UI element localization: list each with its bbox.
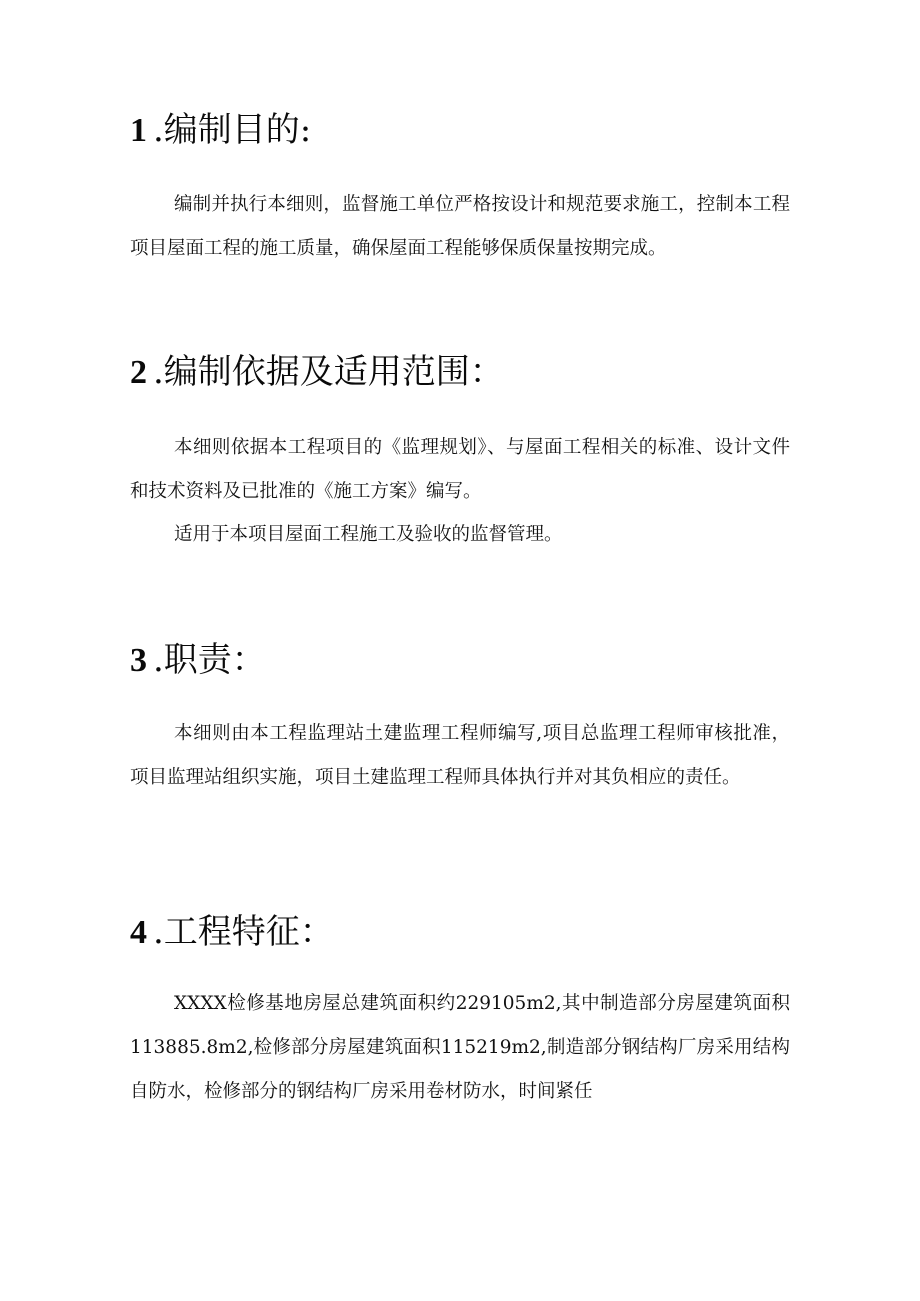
section-2-paragraph-2: 适用于本项目屋面工程施工及验收的监督管理。 (174, 524, 563, 545)
section-4-heading (130, 912, 334, 953)
section-3-title: .职责： (153, 640, 266, 680)
section-2-paragraph-1: 本细则依据本工程项目的《监理规划》、与屋面工程相关的标准、设计文件和技术资料及已批准的《施工方案》编写。 (130, 437, 790, 502)
section-4-title: .工程特征： (153, 912, 334, 952)
section-3-paragraph-1: 本细则由本工程监理站土建监理工程师编写,项目总监理工程师审核批准，项目监理站组织实施，项目土建监理工程师具体执行并对其负相应的责任。 (130, 723, 790, 788)
section-2-number: 2 (130, 354, 147, 391)
section-4-paragraph-1: XXXX检修基地房屋总建筑面积约229105m2,其中制造部分房屋建筑面积113885.8m2,检修部分房屋建筑面积115219m2,制造部分钢结构厂房采用结构自防水，检修部分的钢结构厂房采用卷材防水，时间紧任 (130, 993, 790, 1102)
section-3-number: 3 (130, 642, 147, 679)
section-2-title: .编制依据及适用范围： (153, 352, 504, 392)
section-1-paragraph-1: 编制并执行本细则，监督施工单位严格按设计和规范要求施工，控制本工程项目屋面工程的施工质量，确保屋面工程能够保质保量按期完成。 (130, 194, 790, 259)
section-4-number: 4 (130, 914, 147, 951)
section-2-heading (130, 352, 504, 393)
section-1-number: 1 (130, 112, 147, 149)
section-1-title: .编制目的: (153, 110, 312, 150)
section-3-heading (130, 640, 266, 681)
section-1-heading (130, 110, 311, 151)
